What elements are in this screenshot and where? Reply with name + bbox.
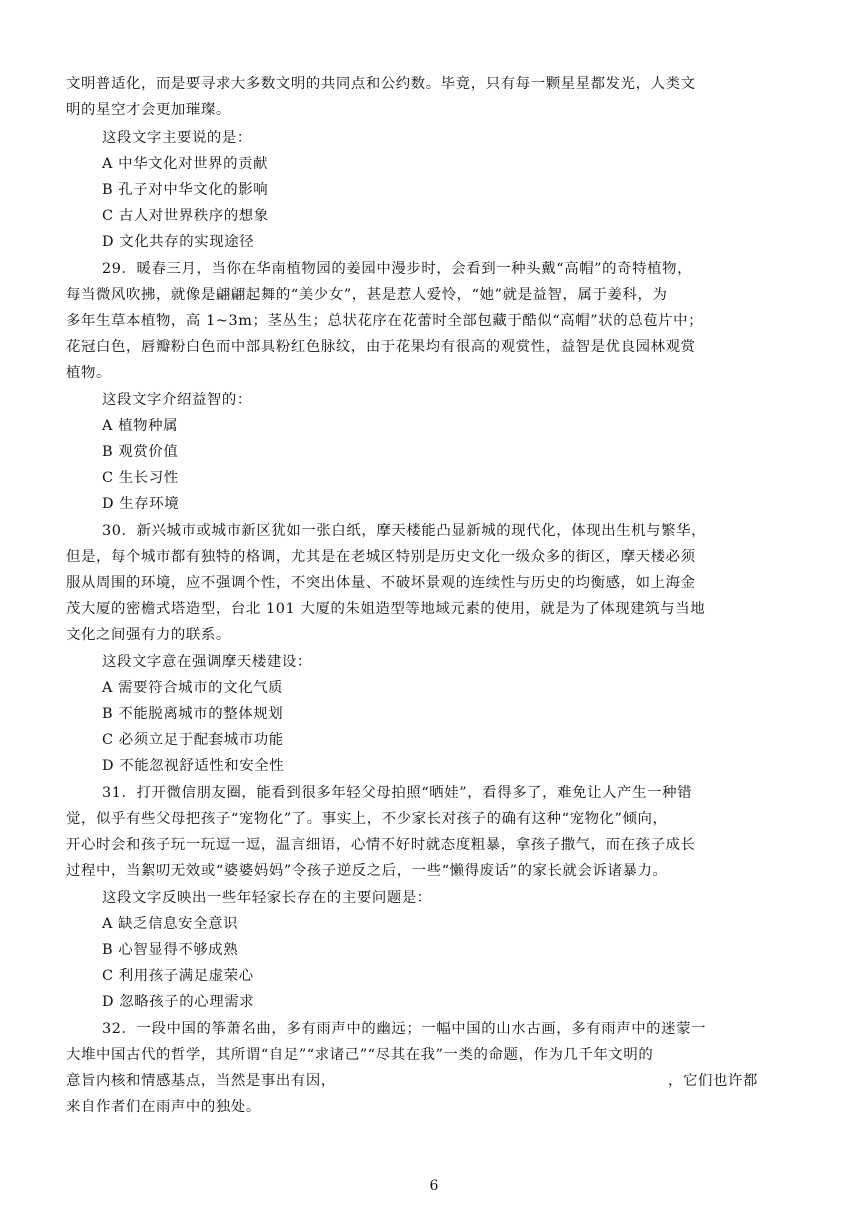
text-line: 植物。 — [66, 365, 111, 381]
text-line: 茂大厦的密檐式塔造型，台北 101 大厦的朱姐造型等地域元素的使用，就是为了体现建筑与当地 — [66, 601, 706, 617]
option-a: A 缺乏信息安全意识 — [102, 916, 239, 932]
question-30-text: 30．新兴城市或城市新区犹如一张白纸，摩天楼能凸显新城的现代化，体现出生机与繁华， — [102, 523, 707, 539]
page-number: 6 — [429, 1178, 439, 1194]
option-b: B 不能脱离城市的整体规划 — [102, 706, 284, 722]
question-29-text: 29．暖春三月，当你在华南植物园的姜园中漫步时，会看到一种头戴“高帽”的奇特植物， — [102, 261, 693, 277]
question-prompt: 这段文字反映出一些年轻家长存在的主要问题是： — [102, 890, 432, 906]
question-32-text: 32．一段中国的筝萧名曲，多有雨声中的幽远；一幅中国的山水古画，多有雨声中的迷蒙一 — [102, 1021, 707, 1037]
text-line: 明的星空才会更加璀璨。 — [66, 102, 231, 118]
option-a: A 中华文化对世界的贡献 — [102, 156, 269, 172]
option-a: A 植物种属 — [102, 418, 179, 434]
option-b: B 孔子对中华文化的影响 — [102, 182, 269, 198]
text-line: 觉，似乎有些父母把孩子“宠物化”了。事实上，不少家长对孩子的确有这种“宠物化”倾向， — [66, 811, 668, 827]
option-d: D 不能忽视舒适性和安全性 — [102, 758, 285, 774]
text-line: 来自作者们在雨声中的独处。 — [66, 1099, 261, 1115]
text-line: 多年生草本植物，高 1~3m；茎丛生；总状花序在花蕾时全部包藏于酷似“高帽”状的总苞片中； — [66, 313, 704, 329]
text-line: 服从周围的环境，应不强调个性，不突出体量、不破坏景观的连续性与历史的均衡感，如上海金 — [66, 575, 696, 591]
option-b: B 观赏价值 — [102, 444, 179, 460]
text-line: 花冠白色，唇瓣粉白色而中部具粉红色脉纹，由于花果均有很高的观赏性，益智是优良园林观赏 — [66, 339, 696, 355]
question-prompt: 这段文字主要说的是： — [102, 130, 252, 146]
question-prompt: 这段文字意在强调摩天楼建设： — [102, 654, 312, 670]
text-line: 大堆中国古代的哲学，其所谓“自足”“求诸己”“尽其在我”一类的命题，作为几千年文明的 — [66, 1047, 654, 1063]
text-line: 意旨内核和情感基点，当然是事出有因， — [66, 1073, 336, 1089]
text-line: 过程中，当絮叨无效或“婆婆妈妈”令孩子逆反之后，一些“懒得废话”的家长就会诉诸暴力。 — [66, 863, 668, 879]
text-line: 每当微风吹拂，就像是翩翩起舞的“美少女”，甚是惹人爱怜，“她”就是益智，属于姜科，为 — [66, 287, 668, 303]
question-31-text: 31．打开微信朋友圈，能看到很多年轻父母拍照“晒娃”，看得多了，难免让人产生一种错 — [102, 785, 693, 801]
text-line: 文明普适化，而是要寻求大多数文明的共同点和公约数。毕竟，只有每一颗星星都发光，人类文 — [66, 76, 696, 92]
option-c: C 必须立足于配套城市功能 — [102, 732, 284, 748]
text-line: 文化之间强有力的联系。 — [66, 627, 231, 643]
option-d: D 生存环境 — [102, 496, 180, 512]
option-c: C 利用孩子满足虚荣心 — [102, 968, 254, 984]
question-prompt: 这段文字介绍益智的： — [102, 392, 252, 408]
option-d: D 忽略孩子的心理需求 — [102, 994, 255, 1010]
option-b: B 心智显得不够成熟 — [102, 942, 239, 958]
option-a: A 需要符合城市的文化气质 — [102, 680, 284, 696]
option-c: C 生长习性 — [102, 470, 179, 486]
text-line-after-blank: ，它们也许都 — [668, 1073, 758, 1089]
text-line: 开心时会和孩子玩一玩逗一逗，温言细语，心情不好时就态度粗暴，拿孩子撒气，而在孩子成长 — [66, 837, 696, 853]
option-c: C 古人对世界秩序的想象 — [102, 208, 269, 224]
text-line: 但是，每个城市都有独特的格调，尤其是在老城区特别是历史文化一级众多的街区，摩天楼必须 — [66, 549, 696, 565]
option-d: D 文化共存的实现途径 — [102, 234, 255, 250]
